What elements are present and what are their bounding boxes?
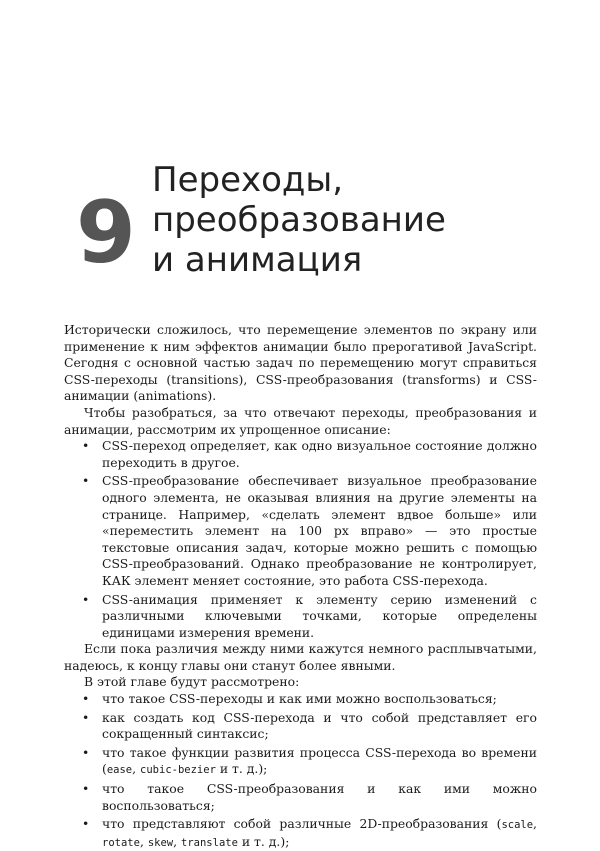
paragraph: Если пока различия между ними кажутся немного расплывчатыми, надеюсь, к концу главы они станут более явными. — [64, 641, 537, 673]
chapter-title-line: преобразование — [152, 200, 446, 240]
separator: , — [132, 761, 141, 777]
paragraph: В этой главе будут рассмотрено: — [84, 674, 300, 690]
chapter-number: 9 — [76, 183, 134, 283]
text: и т. д.); — [237, 833, 290, 849]
chapter-topics-list — [64, 691, 537, 851]
text: что такое функции развития процесса CSS-перехода во времени ( — [102, 744, 537, 777]
page-body — [64, 322, 537, 851]
separator: , — [139, 833, 148, 849]
list-item: • CSS-преобразование обеспечивает визуальное преобразование одного элемента, не оказывая влияния на другие элементы на странице. Например, «сделать элемент вдвое больше» или «переместить элемент на 100 px вправо» — это простые текстовые описания задач, которые можно решить с помощью CSS-преобразований. Однако преобразование не контролирует, КАК элемент меняет состояние, это работа CSS-перехода. — [102, 473, 537, 589]
text: и т. д.); — [215, 761, 268, 777]
separator: , — [533, 816, 537, 832]
intro-paragraph: Исторически сложилось, что перемещение элементов по экрану или применение к ним эффектов анимации было прерогативой JavaScript. Сегодня с основной частью задач по перемещению могут справиться CSS-переходы (transitions), CSS-преобразования (transforms) и CSS-анимации (animations). — [64, 322, 537, 404]
list-item — [102, 816, 537, 851]
chapter-title-line: Переходы, — [152, 160, 344, 200]
paragraph: Чтобы разобраться, за что отвечают переходы, преобразования и анимации, рассмотрим их упрощенное описание: — [64, 404, 537, 437]
list-item — [102, 745, 537, 779]
code-keyword: translate — [181, 836, 238, 849]
code-keyword: ease — [106, 764, 133, 777]
list-item: • CSS-переход определяет, как одно визуальное состояние должно переходить в другое. — [102, 438, 537, 471]
definitions-list — [64, 438, 537, 641]
code-keyword: rotate — [102, 836, 140, 849]
list-item: • что такое CSS-преобразования и как ими можно воспользоваться; — [102, 781, 537, 814]
code-keyword: scale — [501, 819, 534, 832]
code-keyword: cubic-bezier — [140, 764, 216, 777]
separator: , — [173, 833, 182, 849]
chapter-title — [152, 160, 446, 280]
list-item: • что такое CSS-переходы и как ими можно воспользоваться; — [102, 691, 537, 708]
chapter-title-line: и анимация — [152, 240, 363, 280]
text: что представляют собой различные 2D-преобразования ( — [102, 816, 502, 832]
code-keyword: skew — [147, 836, 174, 849]
list-item: • как создать код CSS-перехода и что собой представляет его сокращенный синтаксис; — [102, 710, 537, 743]
list-item: • CSS-анимация применяет к элементу серию изменений с различными ключевыми точками, которые определены единицами измерения времени. — [102, 592, 537, 642]
